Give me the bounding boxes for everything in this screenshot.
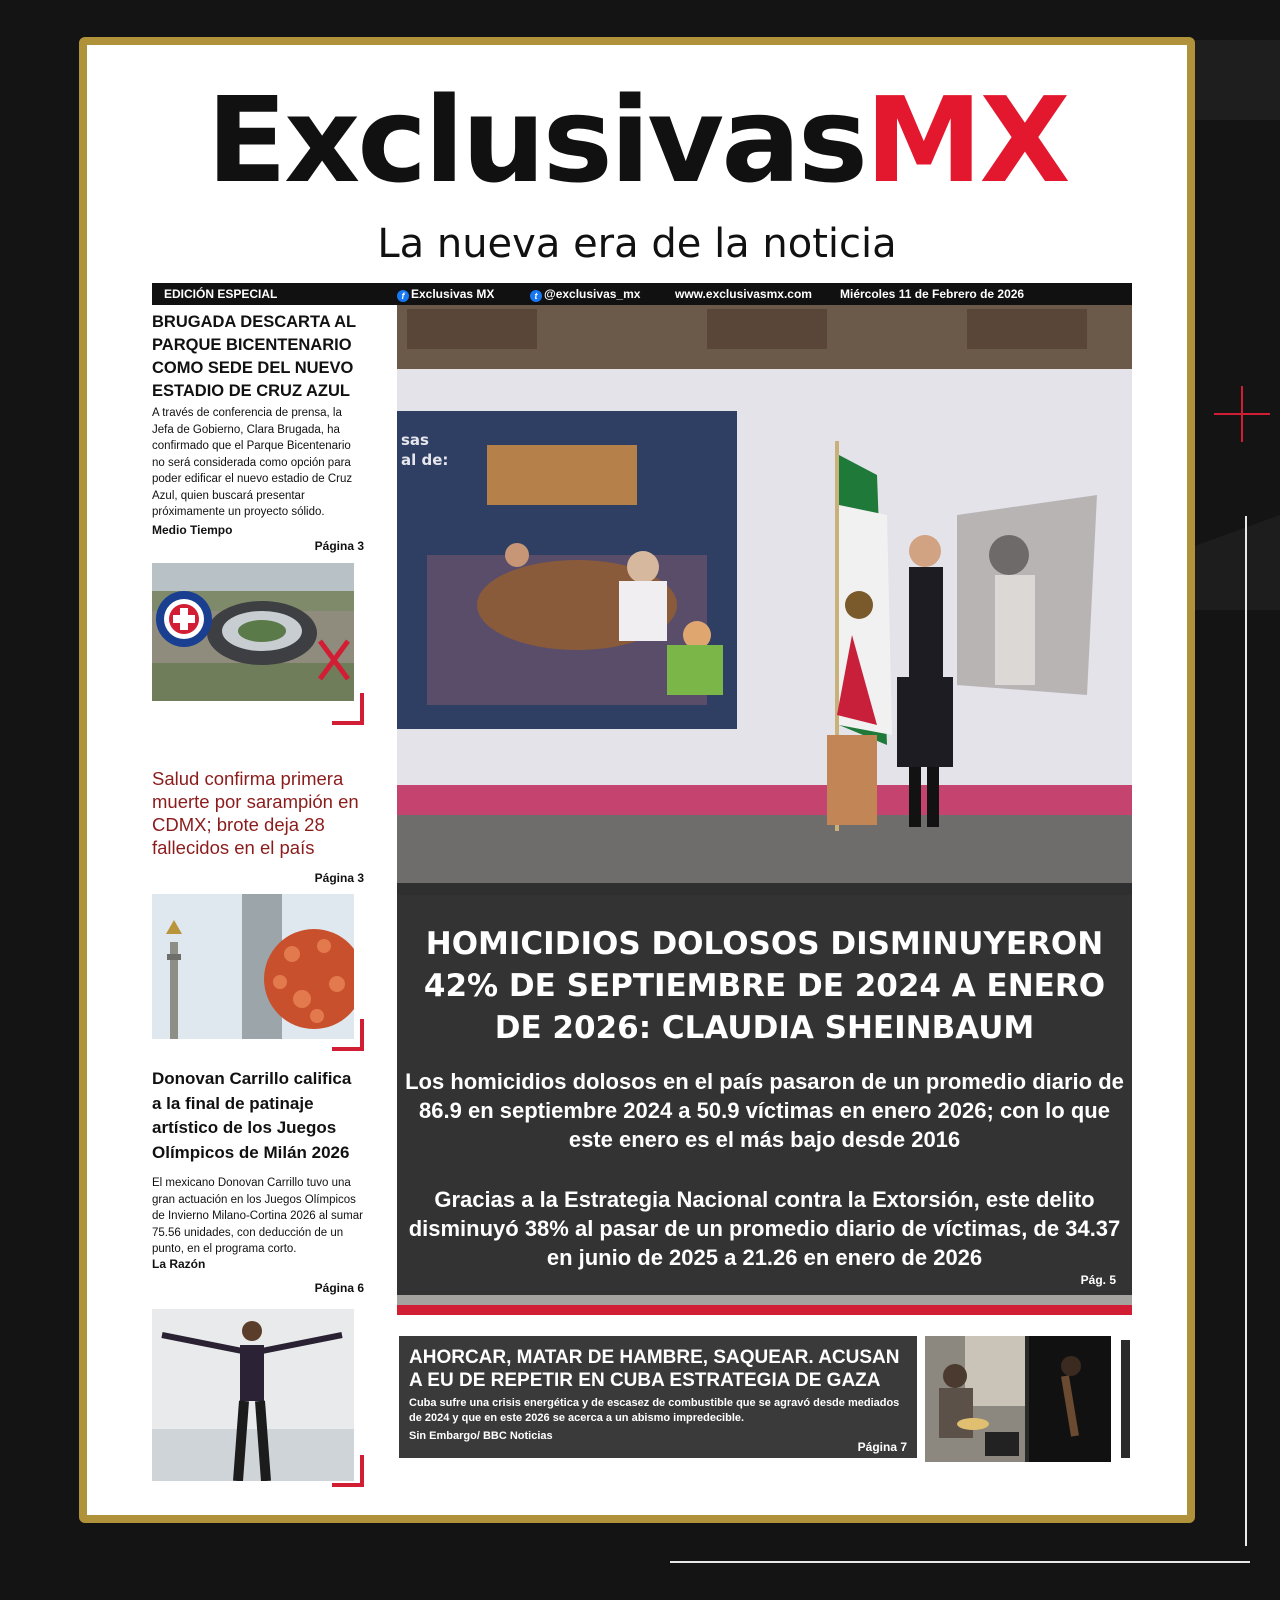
twitter-handle: @exclusivas_mx bbox=[544, 287, 641, 301]
red-divider bbox=[397, 1305, 1132, 1315]
skater-photo[interactable] bbox=[152, 1309, 354, 1481]
story-summary: A través de conferencia de prensa, la Jefa de Gobierno, Clara Brugada, ha confirmado que el Parque Bicentenario no será considerada como opción para poder edificar el nuevo estadio de Cruz Azul, quien buscará presentar próximamente un proyecto sólido. bbox=[152, 407, 353, 518]
tagline: La nueva era de la noticia bbox=[377, 221, 897, 267]
bottom-page-ref: Página 7 bbox=[857, 1440, 907, 1454]
story-page-ref: Página 3 bbox=[314, 871, 364, 885]
bottom-headline[interactable]: AHORCAR, MATAR DE HAMBRE, SAQUEAR. ACUSAN A EU DE REPETIR EN CUBA ESTRATEGIA DE GAZA bbox=[409, 1347, 900, 1391]
decorative-line-horizontal bbox=[670, 1561, 1250, 1563]
masthead-name-red: MX bbox=[865, 71, 1068, 209]
bottom-story[interactable] bbox=[399, 1336, 917, 1458]
masthead bbox=[87, 71, 1187, 209]
facebook-link[interactable] bbox=[397, 287, 494, 302]
measles-photo[interactable] bbox=[152, 894, 354, 1039]
red-corner-mark bbox=[332, 693, 364, 725]
issue-date: Miércoles 11 de Febrero de 2026 bbox=[840, 287, 1025, 301]
red-corner-mark bbox=[332, 1455, 364, 1487]
website-link[interactable]: www.exclusivasmx.com bbox=[675, 287, 812, 301]
next-story-edge bbox=[1121, 1340, 1130, 1458]
facebook-handle: Exclusivas MX bbox=[411, 287, 495, 301]
plus-decoration-icon bbox=[1214, 386, 1270, 442]
red-corner-mark bbox=[332, 1019, 364, 1051]
bottom-summary: Cuba sufre una crisis energética y de escasez de combustible que se agravó desde mediados de 2024 y que en este 2026 se acerca a un abismo impredecible. bbox=[409, 1397, 900, 1424]
story-source: La Razón bbox=[152, 1257, 206, 1271]
info-bar bbox=[152, 283, 1132, 305]
main-story[interactable] bbox=[397, 305, 1132, 1305]
decorative-line-vertical bbox=[1245, 516, 1247, 1546]
screen-text: al de: bbox=[401, 451, 449, 469]
story-source: Medio Tiempo bbox=[152, 523, 233, 537]
cuba-photo[interactable] bbox=[925, 1336, 1111, 1462]
bottom-source: Sin Embargo/ BBC Noticias bbox=[409, 1430, 553, 1442]
story-page-ref: Página 3 bbox=[314, 539, 364, 553]
main-summary-1: Los homicidios dolosos en el país pasaron de un promedio diario de 86.9 en septiembre 2024 a 50.9 víctimas en enero 2026; con lo que este enero es el más bajo desde 2016 bbox=[405, 1069, 1124, 1152]
story-headline[interactable]: BRUGADA DESCARTA AL PARQUE BICENTENARIO COMO SEDE DEL NUEVO ESTADIO DE CRUZ AZUL bbox=[152, 313, 356, 400]
background-shape bbox=[1190, 470, 1280, 610]
main-summary-2: Gracias a la Estrategia Nacional contra la Extorsión, este delito disminuyó 38% al pasar de un promedio diario de víctimas, de 34.37 en junio de 2025 a 21.26 en enero de 2026 bbox=[408, 1187, 1121, 1270]
newspaper-cover bbox=[79, 37, 1195, 1523]
masthead-name: Exclusivas bbox=[206, 71, 866, 209]
story-summary: El mexicano Donovan Carrillo tuvo una gran actuación en los Juegos Olímpicos de Invierno Milano-Cortina 2026 al sumar 75.56 unidades, con deducción de un punto, en el programa corto. bbox=[152, 1177, 363, 1255]
facebook-icon: f bbox=[397, 290, 409, 302]
main-headline[interactable]: HOMICIDIOS DOLOSOS DISMINUYERON 42% DE SEPTIEMBRE DE 2024 A ENERO DE 2026: CLAUDIA SHEINBAUM bbox=[423, 926, 1106, 1046]
twitter-icon: t bbox=[530, 290, 542, 302]
edition-label: EDICIÓN ESPECIAL bbox=[164, 287, 278, 301]
twitter-link[interactable] bbox=[530, 287, 640, 302]
story-page-ref: Página 6 bbox=[314, 1281, 364, 1295]
screen-text: sas bbox=[401, 431, 429, 449]
main-page-ref: Pág. 5 bbox=[1080, 1273, 1116, 1287]
story-headline[interactable]: Salud confirma primera muerte por sarampión en CDMX; brote deja 28 fallecidos en el país bbox=[152, 768, 359, 858]
background-band bbox=[1190, 40, 1280, 120]
stadium-photo[interactable] bbox=[152, 563, 354, 701]
story-headline[interactable]: Donovan Carrillo califica a la final de patinaje artístico de los Juegos Olímpicos de Milán 2026 bbox=[152, 1069, 352, 1162]
